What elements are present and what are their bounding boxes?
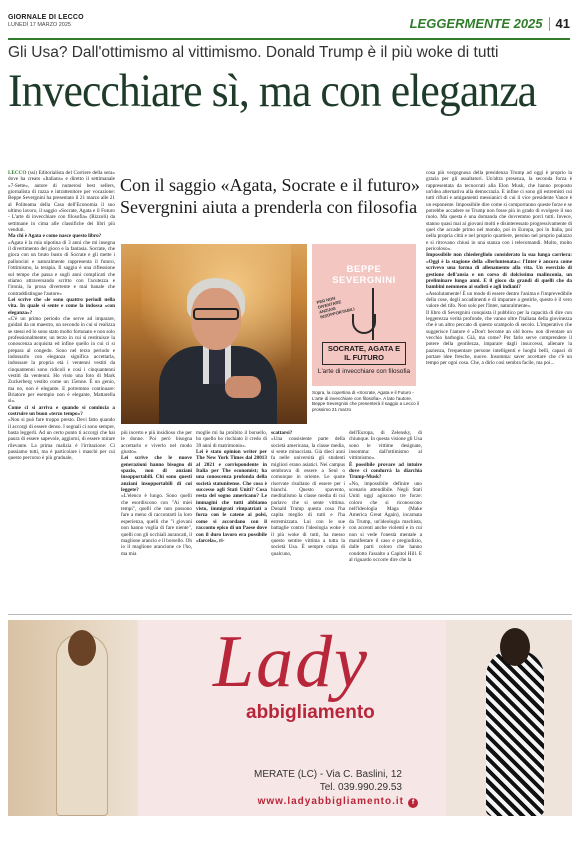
- paragraph: cosa più vergognosa della presidenza Trump ad oggi è proprio la grazia per gli assaltatori. Un'altra presenza, la seconda forza è rappresentata da tecnocrati alla Elon Musk, che hanno proposto un'idea alternativa alla democrazia. E infine ci sono gli estremisti cui tutti rifiuti e amigamenti messianici di cui il vice presidente Vance è un esponente. Impossibile dire come si comporranno queste forze e se potrebbe accadere se Trump non fosse più in grado di svolgere il suo ruolo. Ma questa è una domanda che dovremmo porci tutti. Invece, stanno quasi mai ai giovani molti e disinteressato progressivamente di quel che accade primo nel mondo, poi in Europa, poi in Italia, poi nella propria città e nel proprio quartiere, persino nel proprio palazzo e si ritrovano chiusi in una stanza con i telecomandi. Molto, molto pericoloso».: [426, 170, 572, 253]
- paragraph: più incerto e più insidioso che per le donne. Poi però bisogna accettarlo e viverlo nel modo giusto».: [121, 430, 192, 456]
- ad-brand-logo: Lady: [213, 621, 369, 703]
- answer: «Agata è la mia nipotina di 3 anni che mi insegna il divertimento del gioco e la fantasia. Socrate, che gioca con un bruto busto di Socrate e gli mette i palloncini e naturalmente rappresenta il futuro, l'ottimismo, la terapia. Il saggio è una riflessione sul tempo che passa e sugli anni complicati che stiamo attraversando scritto con l'acutezza e l'ironia, la prosa divertente e mai banale che contraddistingue l'autore»: [8, 239, 115, 297]
- article-kicker: Gli Usa? Dall'ottimismo al vittimismo. Donald Trump è il più woke di tutti: [8, 44, 499, 61]
- answer: «L'elenco è lungo. Sono quelli che esordiscono con "Ai miei tempi", quelli che non possono fare a meno di raccontarti la loro esperienza, quelli che "i giovani non hanno voglia di fare niente", quelli con gli occhiali aurancati, il maglione arancio e il borsello. Oh io il maglione arancione ce l'ho, ma mia: [121, 493, 192, 557]
- article-column-4: [271, 430, 345, 610]
- answer: «Non si può fare troppo presto. Devi fatto quando il accorgi di essere denso. I segnali ci sono sempre, basta leggerli. Ad un certo punto ti accorgi che hai paura di essere sapevole, aggiorni, di essere mirare rilevante. La prima malizia è l'irritazione: Ci passiamo tutti, ma è particolare i maschi per cui questo percorso è più graduale,: [8, 417, 115, 462]
- model-head: [500, 628, 530, 666]
- article-column-3: [196, 430, 267, 610]
- article-column-6: [426, 170, 572, 610]
- photo-shirt: [203, 344, 231, 384]
- ad-website-link[interactable]: www.ladyabbigliamento.it: [257, 796, 404, 807]
- photo-glasses: [193, 308, 239, 320]
- ad-brand-sub: abbigliamento: [246, 702, 375, 723]
- answer: «Una consistente parte della società americana, la classe media, si sente minacciata. Già dieci anni fa nelle università gli studenti migliori erano asiatici. Nei campus sembrava di essere a Seul o comunque in oriente. Le quote riservate risultano di essere per i bianchi. Questo spavento, meditalismo la classe media di cui parlavo che si sente vittima. Donald Trump questa cosa l'ha capita meglio di tutti e l'ha estremizzata. Lui con le sue battaglie contro l'ideologia woke è il più woke di tutti, ha messo questo sentire vittima a tutta la società Usa. È sempre colpa di qualcuno,: [271, 436, 345, 557]
- question: Lei scrive che le nuove generazioni hanno bisogno di spazio, non di anziani insopportabili. Chi sono questi anziani insopportabili di cui leggete?: [121, 455, 192, 494]
- book-title: SOCRATE, AGATA E IL FUTURO: [322, 342, 406, 365]
- article-subhead: [120, 174, 420, 218]
- book-subtitle: L'arte di invecchiare con filosofia: [317, 368, 411, 375]
- masthead: [8, 14, 570, 40]
- book-author-last: SEVERGNINI: [332, 275, 396, 286]
- book-author-first: BEPPE: [346, 264, 382, 275]
- section-name: LEGGERMENTE 2025: [409, 16, 543, 31]
- question: Lei è stato opinion writer per The New York Times dal 20013 al 2021 e corrispondente in Italia per The economist; ha una conoscenza profonda della società statunitense. Che cosa è successo agli Stati Uniti? Cosa resta del sogno americano? Le immagini che tutti abbiamo visto, immigrati rimpatriati a forza con le catene ai polsi, come si accordano con il racconto epico di un Paese dove con il duro lavoro era possibile «farcela», ri-: [196, 449, 267, 544]
- ad-model-left: [8, 620, 138, 816]
- question: Impossibile non chiedergliolo considerato la sua lunga carriera: «Oggi è la stagione della «Berluntenata»: l'Inter è ancora come scrivevo una forma di allenamento alla vita. Un esercizio di gestione dell'ansia e un corso di dolcissima malinconia, un preliminare lungo anni. E il gioco da grandi di quelli che da bambini nemmeno ai sudisti e agli indiani?: [426, 252, 572, 291]
- answer: «C'è un primo periodo che serve ad imparare, guidati da un maestro, un secondo in cui si realizza se stessi ed lo sono stato molto fortunato e non solo professionalmente; un terzo in cui si restituisce la conoscenza acquisita ed infine quello in cui ci si prepara al congedo. Sono nel terzo periodo e indossarlo con eleganza significa accettarla, indossare la propria età i ventenni vestiti da cinquantenni sono ridicoli e così i cinquantenni vestiti da ventenni. Ho visto una foto di Mark Zuckerberg vestito come un 15enne. È un genio, ma no, non è elegante. E potremmo continuare: Briatore per esempio non è elegante, Mattarella sì».: [8, 315, 115, 405]
- book-badge: PER NON DIVENTARE ANZIANI INSOPPORTABILI: [316, 295, 356, 320]
- book-author: [322, 264, 406, 286]
- facebook-icon[interactable]: f: [408, 798, 418, 808]
- subhead-line-2: Severgnini aiuta a prenderla con filosofia: [120, 197, 418, 217]
- issue-date: LUNEDÌ 17 MARZO 2025: [8, 22, 71, 28]
- advertisement[interactable]: [8, 620, 572, 816]
- photo-caption: Sopra, la copertina di «Socrate, Agata e il Futuro - L'arte di invecchiare con filosofia». A lato l'autore, Beppe Severgnini che presenterà il saggio a Lecco il prossimo 21 marzo: [312, 390, 419, 412]
- model-outfit: [486, 650, 544, 816]
- article-headline: Invecchiare sì, ma con eleganza: [8, 65, 537, 117]
- answer: «Assolutamente! È un modo di essere dentro l'anima e l'imprevedibile della cose, degli accadimenti e di imparare a gestirle, questo è il vero valore del tifo. Non solo per l'Inter, naturalmente».: [426, 290, 572, 310]
- question: Come ci si arriva e quando si comincia a costruire un buon «terzo tempo»?: [8, 404, 115, 418]
- book-cover: [312, 244, 416, 386]
- newspaper-name: GIORNALE DI LECCO: [8, 14, 84, 21]
- intro-text: (ssi) Editorialista del Corriere della sera» dove ha creato «Italians» e diretto il settimanale «7-Sette», autore di numerosi best sellers, giornalista di razza e intrattenitore per vocazione: Beppe Severgnini ha presentato il 21 marzo alle 21 al Politeama della Casa dell'Economia il suo ultimo lavoro, il saggio «Socrate, Agata e il Futuro - L'arte di invecchiare con filosofia» (Rizzoli) da settimane in cima alle classifiche dei libri più venduti.: [8, 170, 115, 234]
- model-head: [68, 630, 96, 666]
- question: È possibile provare ad intuire dove ci condurrà la diarchia Trump-Musk?: [349, 461, 422, 481]
- ad-model-right: [446, 620, 572, 816]
- ad-divider: [8, 614, 572, 615]
- subhead-line-1: Con il saggio «Agata, Socrate e il futuro»: [120, 175, 420, 195]
- closing-paragraph: Il libro di Severgnini conquista il pubblico per la capacità di dire con leggerezza verità profonde, che vanno oltre l'italiana della giovinezza che è un altro peccato di questo scampolo di secolo. L'imperativo che suggerisce l'autore è «Don't become an old bore» non diventare un vecchio barbogio. Già, ma come? Per farlo serve comprendere il potere della gentilezza, imparare dagli insuccessi, allenare la pazienza, frequentare persone intelligenti e luoghi belli, capaci di portare idee fresche, nuove. Insomma: saver accettare che c'è un tempo per ogni cosa. Che, a dirlo così sembra facile, ma poi...: [426, 309, 572, 367]
- masthead-divider: [549, 17, 550, 31]
- photo-hand: [225, 376, 261, 398]
- dateline-city: LECCO: [8, 170, 27, 176]
- question: Lei scrive che «le sono quattro periodi nella vita. In quale si sente e come la indossa «con eleganza»?: [8, 296, 115, 316]
- author-photo: [121, 244, 307, 424]
- ad-contact: [222, 768, 402, 794]
- paragraph: dell'Europa, di Zelensky, di chiunque. In questa visione gli Usa sono le vittime designate, insomma: dall'ottimismo al vittimismo».: [349, 430, 422, 462]
- page-number: 41: [555, 16, 570, 31]
- masthead-right: [410, 16, 570, 31]
- ad-phone: Tel. 039.990.29.53: [319, 782, 402, 793]
- article-column-1: [8, 170, 115, 610]
- intro-paragraph: [8, 170, 115, 233]
- article-column-5: [349, 430, 422, 610]
- question: Ma chi è Agata e come nasce questo libro?: [8, 233, 102, 240]
- question: scattarsi?: [271, 430, 293, 436]
- article-column-2: [121, 430, 192, 610]
- answer: «No, impossibile definire uno scenario attendibile. Negli Stati Uniti oggi agiscono tre forze: coloro che si riconoscono nell'ideologia Maga (Make America Great Again), incarnata da Trump, un'ideologia machista, con accenti anche violenti e in cui non si vede l'onestà mentale a manifestare il caso e pregiudizio, dalle parti coloro che hanno condotto l'assalto a Capitol Hill. E al riguardo occorre dire che la: [349, 480, 422, 563]
- paragraph: moglie mi ha proibito il borsello, ho quello ho rischiato il credo di 39 anni di matrimonio».: [196, 430, 267, 449]
- masthead-left: [8, 14, 84, 28]
- ad-address: MERATE (LC) - Via C. Baslini, 12: [253, 769, 402, 780]
